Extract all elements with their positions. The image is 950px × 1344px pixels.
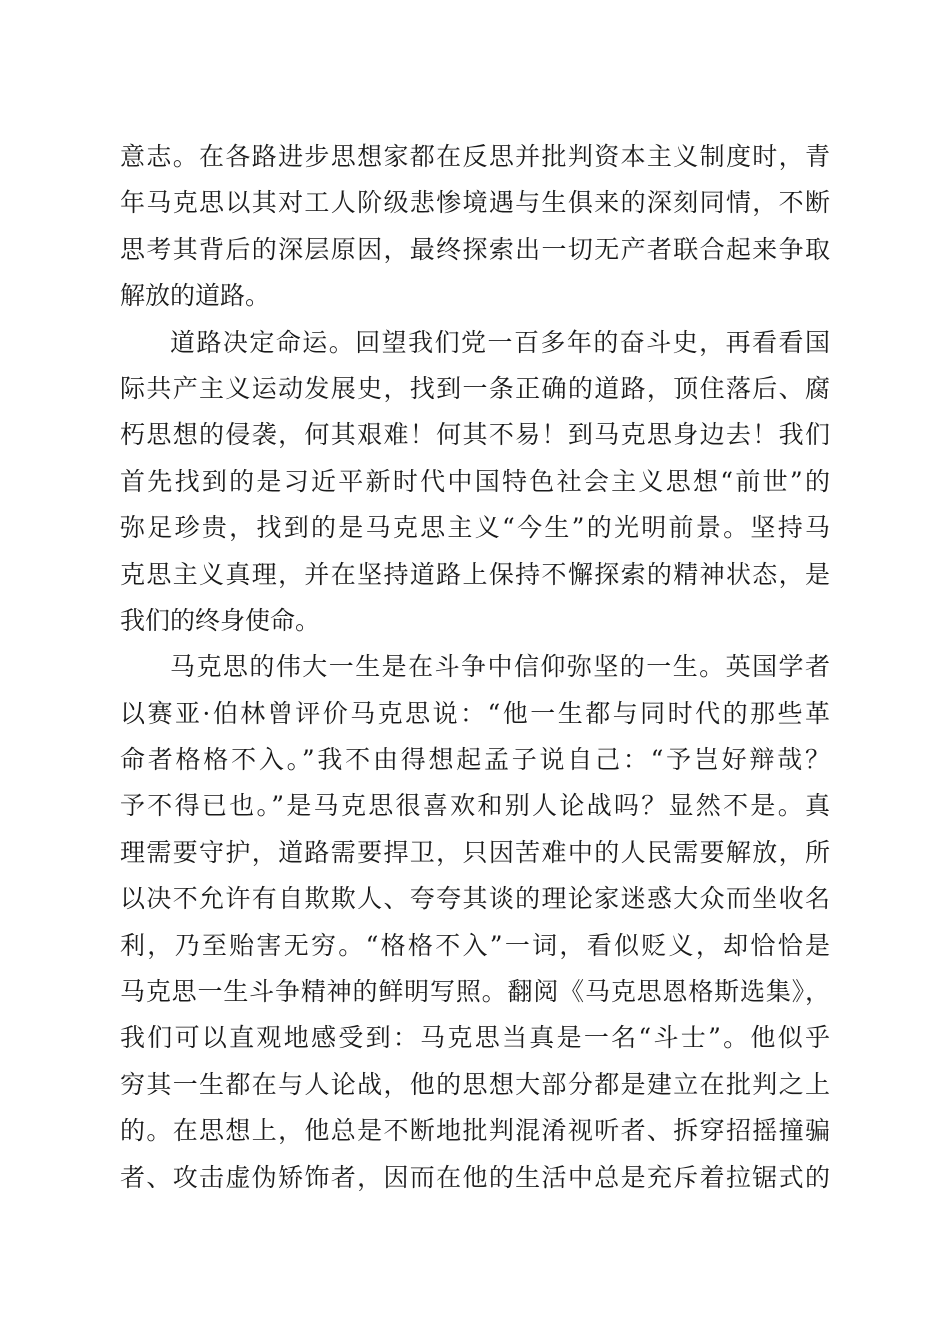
body-text: [120, 134, 830, 1201]
text-line: 命者格格不入。”我不由得想起孟子说自己：“予岂好辩哉？: [120, 745, 830, 775]
text-line: 弥足珍贵，找到的是马克思主义“今生”的光明前景。坚持马: [120, 513, 830, 543]
text-line: 利，乃至贻害无穷。“格格不入”一词，看似贬义，却恰恰是: [120, 930, 830, 960]
text-line: 解放的道路。: [120, 281, 271, 311]
text-line: 际共产主义运动发展史，找到一条正确的道路，顶住落后、腐: [120, 373, 830, 403]
text-line: 年马克思以其对工人阶级悲惨境遇与生俱来的深刻同情，不断: [120, 188, 830, 218]
text-line: 穷其一生都在与人论战，他的思想大部分都是建立在批判之上: [120, 1069, 830, 1099]
text-line: 克思主义真理，并在坚持道路上保持不懈探索的精神状态，是: [120, 559, 830, 589]
text-line: 意志。在各路进步思想家都在反思并批判资本主义制度时，青: [120, 142, 830, 171]
text-line: 以决不允许有自欺欺人、夸夸其谈的理论家迷惑大众而坐收名: [120, 884, 830, 914]
text-line: 思考其背后的深层原因，最终探索出一切无产者联合起来争取: [120, 234, 830, 264]
paragraph-3: [120, 644, 830, 1201]
text-line: 朽思想的侵袭，何其艰难！何其不易！到马克思身边去！我们: [120, 420, 830, 450]
text-line: 我们的终身使命。: [120, 605, 321, 635]
text-line: 马克思的伟大一生是在斗争中信仰弥坚的一生。英国学者: [170, 652, 830, 682]
text-line: 者、攻击虚伪矫饰者，因而在他的生活中总是充斥着拉锯式的: [120, 1162, 830, 1192]
paragraph-2: [120, 320, 830, 645]
text-line: 道路决定命运。回望我们党一百多年的奋斗史，再看看国: [170, 327, 830, 357]
text-line: 理需要守护，道路需要捍卫，只因苦难中的人民需要解放，所: [120, 837, 830, 867]
paragraph-1: [120, 134, 830, 320]
text-line: 予不得已也。”是马克思很喜欢和别人论战吗？显然不是。真: [120, 791, 830, 821]
text-line: 首先找到的是习近平新时代中国特色社会主义思想“前世”的: [120, 466, 830, 496]
text-line: 的。在思想上，他总是不断地批判混淆视听者、拆穿招摇撞骗: [120, 1116, 830, 1146]
text-line: 马克思一生斗争精神的鲜明写照。翻阅《马克思恩格斯选集》，: [120, 977, 830, 1007]
text-line: 我们可以直观地感受到：马克思当真是一名“斗士”。他似乎: [120, 1023, 830, 1053]
text-line: 以赛亚·伯林曾评价马克思说：“他一生都与同时代的那些革: [120, 698, 830, 728]
